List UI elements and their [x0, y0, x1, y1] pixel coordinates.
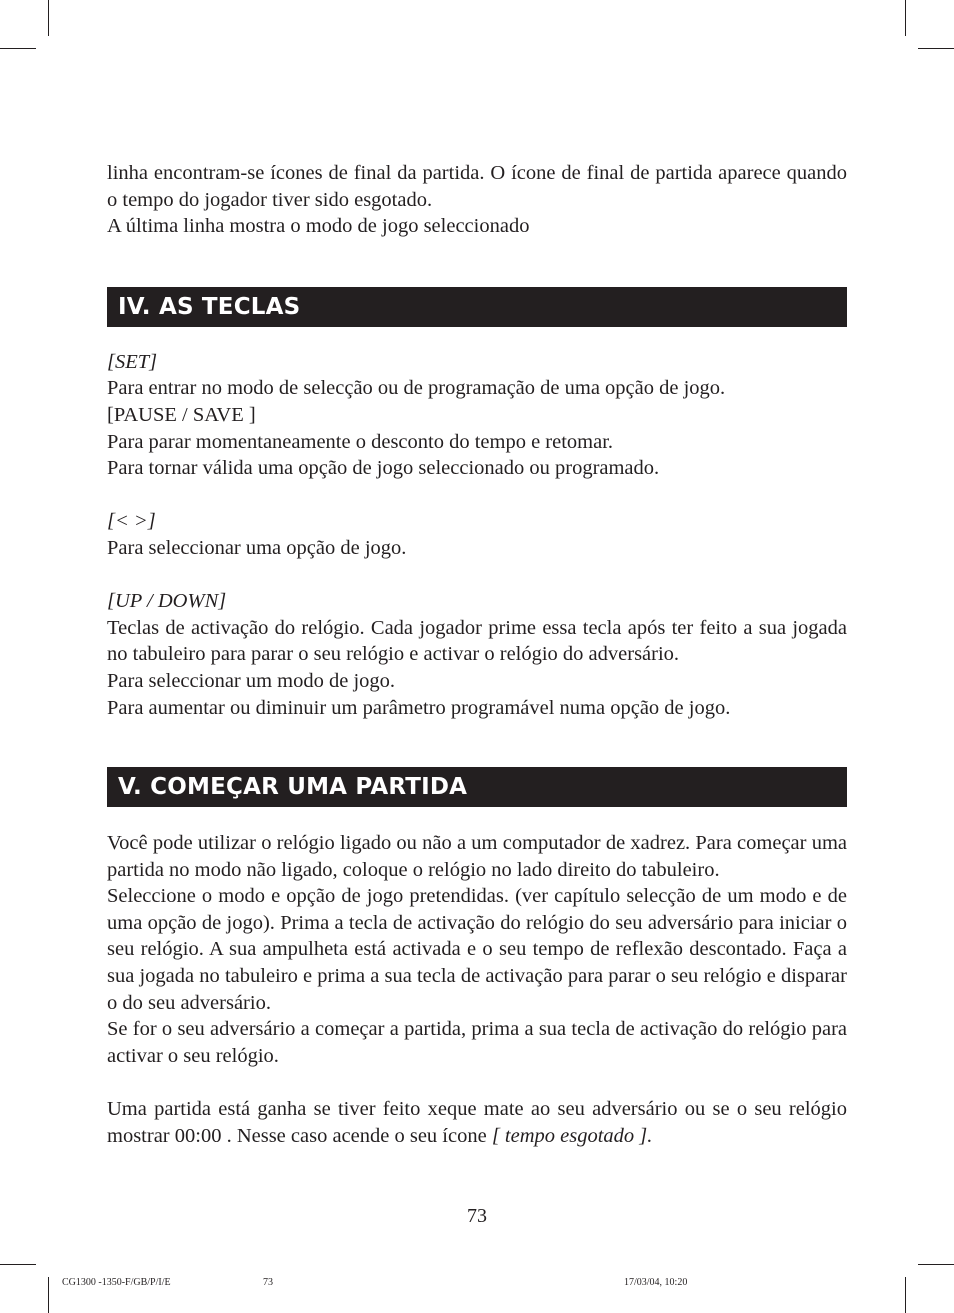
key-label: [PAUSE / SAVE ] [107, 403, 256, 426]
body-paragraph: Se for o seu adversário a começar a partida, prima a sua tecla de activação do relógio para activar o seu relógio. [107, 1018, 847, 1067]
key-label: [UP / DOWN] [107, 590, 227, 613]
intro-paragraph: linha encontram-se ícones de final da partida. O ícone de final de partida aparece quando o tempo do jogador tiver sido esgotado. [107, 162, 847, 211]
section-heading: V. COMEÇAR UMA PARTIDA [107, 767, 847, 807]
footer-page: 73 [263, 1277, 273, 1288]
key-description: Para aumentar ou diminuir um parâmetro programável numa opção de jogo. [107, 696, 731, 719]
paragraph-text: Uma partida está ganha se tiver feito xeque mate ao seu adversário ou se o seu relógio mostrar 00:00 . Nesse caso acende o seu ícone [107, 1098, 847, 1147]
crop-mark [48, 0, 49, 36]
key-label: [< >] [107, 510, 156, 533]
page-number: 73 [467, 1205, 487, 1227]
crop-mark [905, 0, 906, 36]
footer-code: CG1300 -1350-F/GB/P/I/E [62, 1277, 171, 1288]
key-label: [SET] [107, 350, 158, 373]
icon-name-text: [ tempo esgotado ]. [491, 1124, 653, 1147]
key-description: Para entrar no modo de selecção ou de programação de uma opção de jogo. [107, 377, 726, 400]
key-description: Para parar momentaneamente o desconto do tempo e retomar. [107, 430, 614, 453]
key-description: Para seleccionar uma opção de jogo. [107, 536, 407, 559]
section-heading: IV. AS TECLAS [107, 287, 847, 327]
crop-mark [0, 48, 36, 49]
body-paragraph [107, 1096, 847, 1149]
crop-mark [918, 1264, 954, 1265]
footer-datetime: 17/03/04, 10:20 [624, 1277, 688, 1288]
crop-mark [0, 1264, 36, 1265]
body-paragraph: Seleccione o modo e opção de jogo pretendidas. (ver capítulo selecção de um modo e de uma opção de jogo). Prima a tecla de activação do relógio do seu adversário para iniciar o seu relógio. A sua ampulheta está activada e o seu tempo de reflexão descontado. Faça a sua jogada no tabuleiro e prima a sua tecla de activação para parar o seu relógio e disparar o do seu adversário. [107, 885, 847, 1014]
crop-mark [918, 48, 954, 49]
crop-mark [905, 1277, 906, 1313]
key-description: Para tornar válida uma opção de jogo seleccionado ou programado. [107, 457, 660, 480]
intro-paragraph: A última linha mostra o modo de jogo seleccionado [107, 215, 530, 238]
crop-mark [48, 1277, 49, 1313]
body-paragraph: Você pode utilizar o relógio ligado ou não a um computador de xadrez. Para começar uma partida no modo não ligado, coloque o relógio no lado direito do tabuleiro. [107, 832, 847, 881]
key-description: Teclas de activação do relógio. Cada jogador prime essa tecla após ter feito a sua jogada no tabuleiro para parar o seu relógio e activar o relógio do adversário. [107, 616, 847, 666]
page-content [107, 160, 847, 1149]
key-description: Para seleccionar um modo de jogo. [107, 669, 396, 692]
